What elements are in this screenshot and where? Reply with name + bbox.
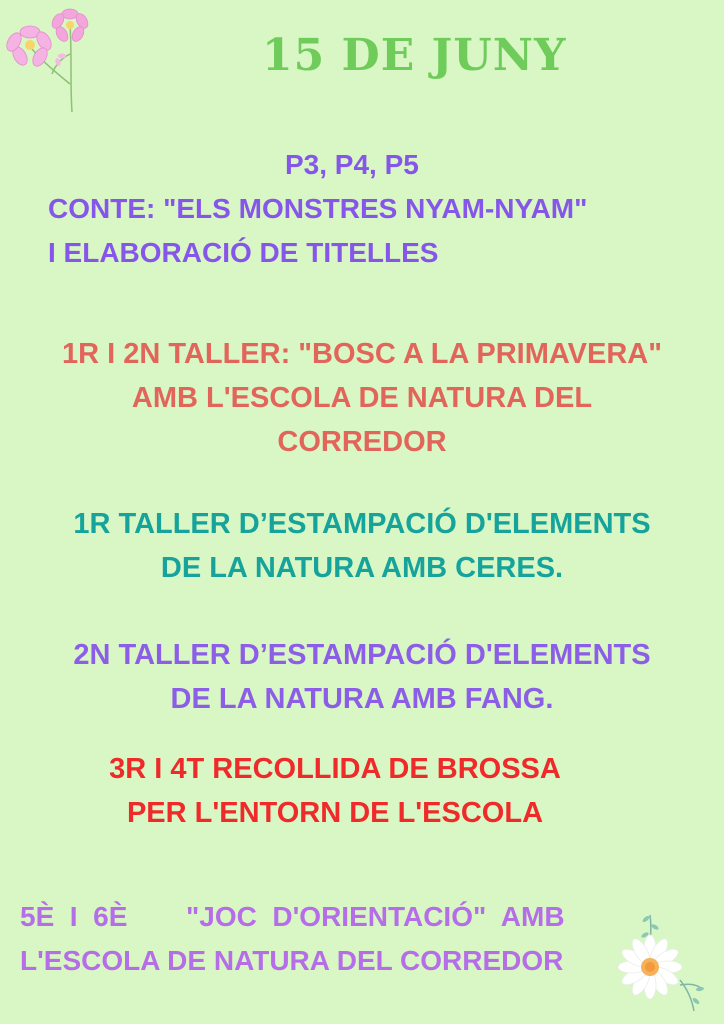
- first-line-2: DE LA NATURA AMB CERES.: [160, 552, 564, 584]
- fifth-sixth-line-2: L'ESCOLA DE NATURA DEL CORREDOR: [20, 945, 564, 976]
- fifth-sixth-grades: 5È I 6È: [20, 901, 128, 932]
- fifth-sixth-line-1: [20, 895, 565, 939]
- first-line-1: 1R TALLER D’ESTAMPACIÓ D'ELEMENTS: [73, 508, 651, 540]
- third-fourth-line-2: PER L'ENTORN DE L'ESCOLA: [126, 797, 544, 829]
- section-infant: [48, 143, 587, 275]
- first-second-line-3: CORREDOR: [277, 426, 447, 458]
- section-third-fourth: [0, 747, 670, 835]
- infant-activity-cont: I ELABORACIÓ DE TITELLES: [48, 237, 439, 268]
- fifth-sixth-activity: "JOC D'ORIENTACIÓ" AMB: [186, 901, 565, 932]
- pink-cosmos-flower-icon: [0, 4, 110, 114]
- daisy-flower-icon: [610, 905, 710, 1015]
- page-title: 15 DE JUNY: [262, 30, 567, 81]
- first-second-line-2: AMB L'ESCOLA DE NATURA DEL: [131, 382, 593, 414]
- section-fifth-sixth: [20, 895, 565, 983]
- second-line-1: 2N TALLER D’ESTAMPACIÓ D'ELEMENTS: [73, 639, 651, 671]
- section-second: [0, 633, 724, 721]
- first-second-line-1: 1R I 2N TALLER: "BOSC A LA PRIMAVERA": [62, 338, 662, 370]
- infant-grades: P3, P4, P5: [285, 149, 419, 180]
- second-line-2: DE LA NATURA AMB FANG.: [170, 683, 554, 715]
- section-first-second: [0, 332, 724, 464]
- section-first: [0, 502, 724, 590]
- infant-activity: CONTE: "ELS MONSTRES NYAM-NYAM": [48, 193, 588, 224]
- third-fourth-line-1: 3R I 4T RECOLLIDA DE BROSSA: [109, 753, 561, 785]
